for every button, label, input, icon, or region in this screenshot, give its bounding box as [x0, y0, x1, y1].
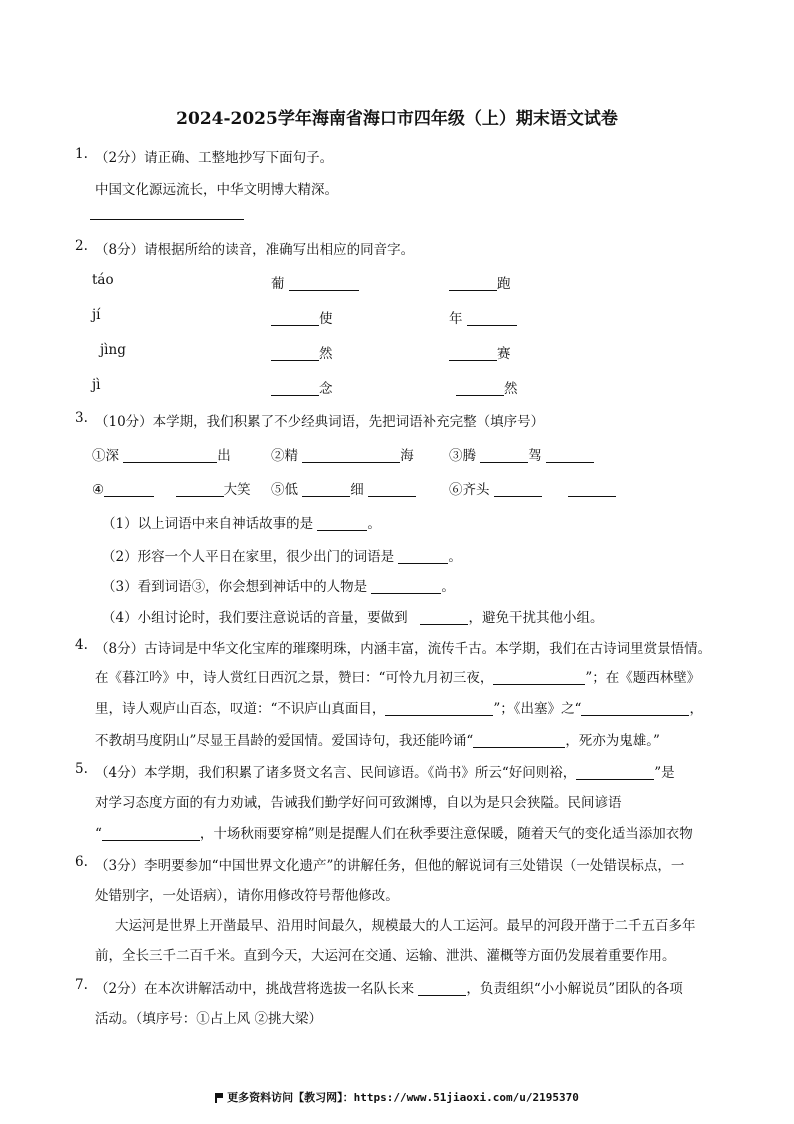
q4-blank[interactable] — [473, 733, 565, 748]
q3-idiom-text: ⑥齐头 — [449, 482, 490, 498]
q3-number: 3. — [75, 410, 88, 426]
q7-number: 7. — [75, 977, 88, 993]
q3-blank[interactable] — [420, 610, 468, 625]
q4-number: 4. — [75, 637, 88, 653]
q3-idiom-text: ①深 — [92, 448, 119, 464]
q4-line3: 里，诗人观庐山百态，叹道：“不识庐山真面目， ”；《出塞》之“ ， — [95, 701, 703, 717]
q2-blank[interactable] — [271, 311, 319, 326]
q2-char: 赛 — [497, 346, 511, 362]
flag-icon — [215, 1093, 223, 1102]
q3-sub-2: （2）形容一个人平日在家里，很少出门的词语是 。 — [102, 549, 462, 565]
q3-idiom-text: 大笑 — [223, 482, 251, 498]
q3-idiom-6 — [449, 478, 616, 498]
q5-blank[interactable] — [576, 765, 654, 780]
q2-char: 使 — [319, 311, 333, 327]
q3-sub-4: （4）小组讨论时，我们要注意说话的音量，要做到 ，避免干扰其他小组。 — [102, 610, 604, 626]
q6-number: 6. — [75, 854, 88, 870]
q3-blank[interactable] — [568, 482, 616, 497]
q3-blank[interactable] — [317, 516, 367, 531]
q7-blank[interactable] — [418, 981, 466, 996]
q3-idiom-text: ④ — [92, 482, 105, 498]
q1-number: 1. — [75, 146, 88, 162]
q5-line1: （4分）本学期，我们积累了诸多贤文名言、民间谚语。《尚书》所云“好问则裕， ”是 — [95, 765, 675, 781]
q2-row1-b — [449, 272, 511, 292]
q2-blank[interactable] — [449, 346, 497, 361]
q3-blank[interactable] — [302, 482, 350, 497]
q2-stem: （8分）请根据所给的读音，准确写出相应的同音字。 — [95, 242, 415, 258]
q3-idiom-text: 细 — [350, 482, 364, 498]
q2-pinyin-4: jì — [92, 377, 101, 393]
q3-idiom-1 — [92, 444, 231, 464]
q3-blank[interactable] — [371, 579, 441, 594]
q2-row3-a — [271, 342, 333, 362]
q2-blank[interactable] — [271, 346, 319, 361]
q2-blank[interactable] — [271, 381, 319, 396]
q3-blank[interactable] — [398, 549, 448, 564]
q3-idiom-3 — [449, 444, 594, 464]
footer-link[interactable]: 更多资料访问【教习网】：https://www.51jiaoxi.com/u/2195370 — [227, 1091, 579, 1104]
q2-char: 念 — [319, 381, 333, 397]
q2-row3-b — [449, 342, 511, 362]
q3-blank[interactable] — [480, 448, 528, 463]
q2-blank[interactable] — [467, 311, 517, 326]
q3-idiom-text: ③腾 — [449, 448, 476, 464]
q2-row2-b — [449, 307, 517, 327]
q3-idiom-text: 海 — [400, 448, 414, 464]
q3-blank[interactable] — [494, 482, 542, 497]
q3-idiom-2 — [271, 444, 414, 464]
q3-idiom-4 — [92, 478, 251, 498]
q6-line1: （3分）李明要参加“中国世界文化遗产”的讲解任务，但他的解说词有三处错误（一处错误标点，一 — [95, 858, 685, 874]
q2-char: 然 — [319, 346, 333, 362]
q4-blank[interactable] — [581, 701, 689, 716]
q6-passage-line2: 前，全长三千二百千米。直到今天，大运河在交通、运输、泄洪、灌概等方面仍发展着重要作用。 — [95, 948, 676, 964]
q3-idiom-text: ⑤低 — [271, 482, 298, 498]
q3-blank[interactable] — [368, 482, 416, 497]
q2-char: 年 — [449, 311, 463, 327]
q4-blank[interactable] — [493, 670, 585, 685]
q2-row4-a — [271, 377, 333, 397]
q3-idiom-text: 驾 — [528, 448, 542, 464]
q2-pinyin-1: táo — [92, 272, 114, 288]
q3-sub-1: （1）以上词语中来自神话故事的是 。 — [102, 516, 381, 532]
q2-char: 然 — [504, 381, 518, 397]
footer — [0, 1089, 794, 1105]
q3-blank[interactable] — [104, 482, 154, 497]
q3-idiom-text: ②精 — [271, 448, 298, 464]
q2-pinyin-2: jí — [92, 307, 101, 323]
q1-answer-line[interactable] — [90, 205, 244, 220]
q5-line2: 对学习态度方面的有力劝诫，告诫我们勤学好问可致渊博，自以为是只会狭隘。民间谚语 — [95, 795, 622, 811]
q2-row2-a — [271, 307, 333, 327]
q2-blank[interactable] — [449, 276, 497, 291]
q5-number: 5. — [75, 761, 88, 777]
q2-char: 跑 — [497, 276, 511, 292]
q1-stem: （2分）请正确、工整地抄写下面句子。 — [95, 150, 334, 166]
q7-line2: 活动。（填序号：①占上风 ②挑大梁） — [95, 1011, 323, 1027]
q2-row4-b — [456, 377, 518, 397]
q3-blank[interactable] — [302, 448, 400, 463]
q6-passage-line1: 大运河是世界上开凿最早、沿用时间最久，规模最大的人工运河。最早的河段开凿于二千五百多年 — [115, 918, 696, 934]
q4-line2: 在《暮江吟》中，诗人赏红日西沉之景，赞曰：“可怜九月初三夜， ”；在《题西林壁》 — [95, 670, 701, 686]
page-title: 2024-2025学年海南省海口市四年级（上）期末语文试卷 — [176, 109, 618, 129]
q2-number: 2. — [75, 238, 88, 254]
q4-line4: 不教胡马度阴山”尽显王昌龄的爱国情。爱国诗句，我还能吟诵“ ，死亦为鬼雄。” — [95, 733, 660, 749]
q3-idiom-text: 出 — [217, 448, 231, 464]
q3-sub-3: （3）看到词语③，你会想到神话中的人物是 。 — [102, 579, 455, 595]
q4-line1: （8分）古诗词是中华文化宝库的璀璨明珠，内涵丰富，流传千古。本学期，我们在古诗词里赏景悟情。 — [95, 641, 712, 657]
q5-line3: “ ，十场秋雨要穿棉”则是提醒人们在秋季要注意保暖，随着天气的变化适当添加衣物 — [95, 826, 693, 842]
q3-blank[interactable] — [123, 448, 217, 463]
q6-line2: 处错别字，一处语病），请你用修改符号帮他修改。 — [95, 888, 399, 904]
q7-line1: （2分）在本次讲解活动中，挑战营将选拔一名队长来 ，负责组织“小小解说员”团队的各项 — [95, 981, 683, 997]
q3-idiom-5 — [271, 478, 416, 498]
q2-blank[interactable] — [289, 276, 359, 291]
q2-blank[interactable] — [456, 381, 504, 396]
q3-blank[interactable] — [176, 482, 224, 497]
q2-row1-a — [271, 272, 359, 292]
q2-pinyin-3: jìng — [100, 342, 126, 358]
q4-blank[interactable] — [385, 701, 493, 716]
q2-char: 葡 — [271, 276, 285, 292]
q3-stem: （10分）本学期，我们积累了不少经典词语，先把词语补充完整（填序号） — [95, 414, 545, 430]
q1-sentence: 中国文化源远流长，中华文明博大精深。 — [95, 182, 338, 198]
q3-blank[interactable] — [546, 448, 594, 463]
q5-blank[interactable] — [102, 826, 200, 841]
